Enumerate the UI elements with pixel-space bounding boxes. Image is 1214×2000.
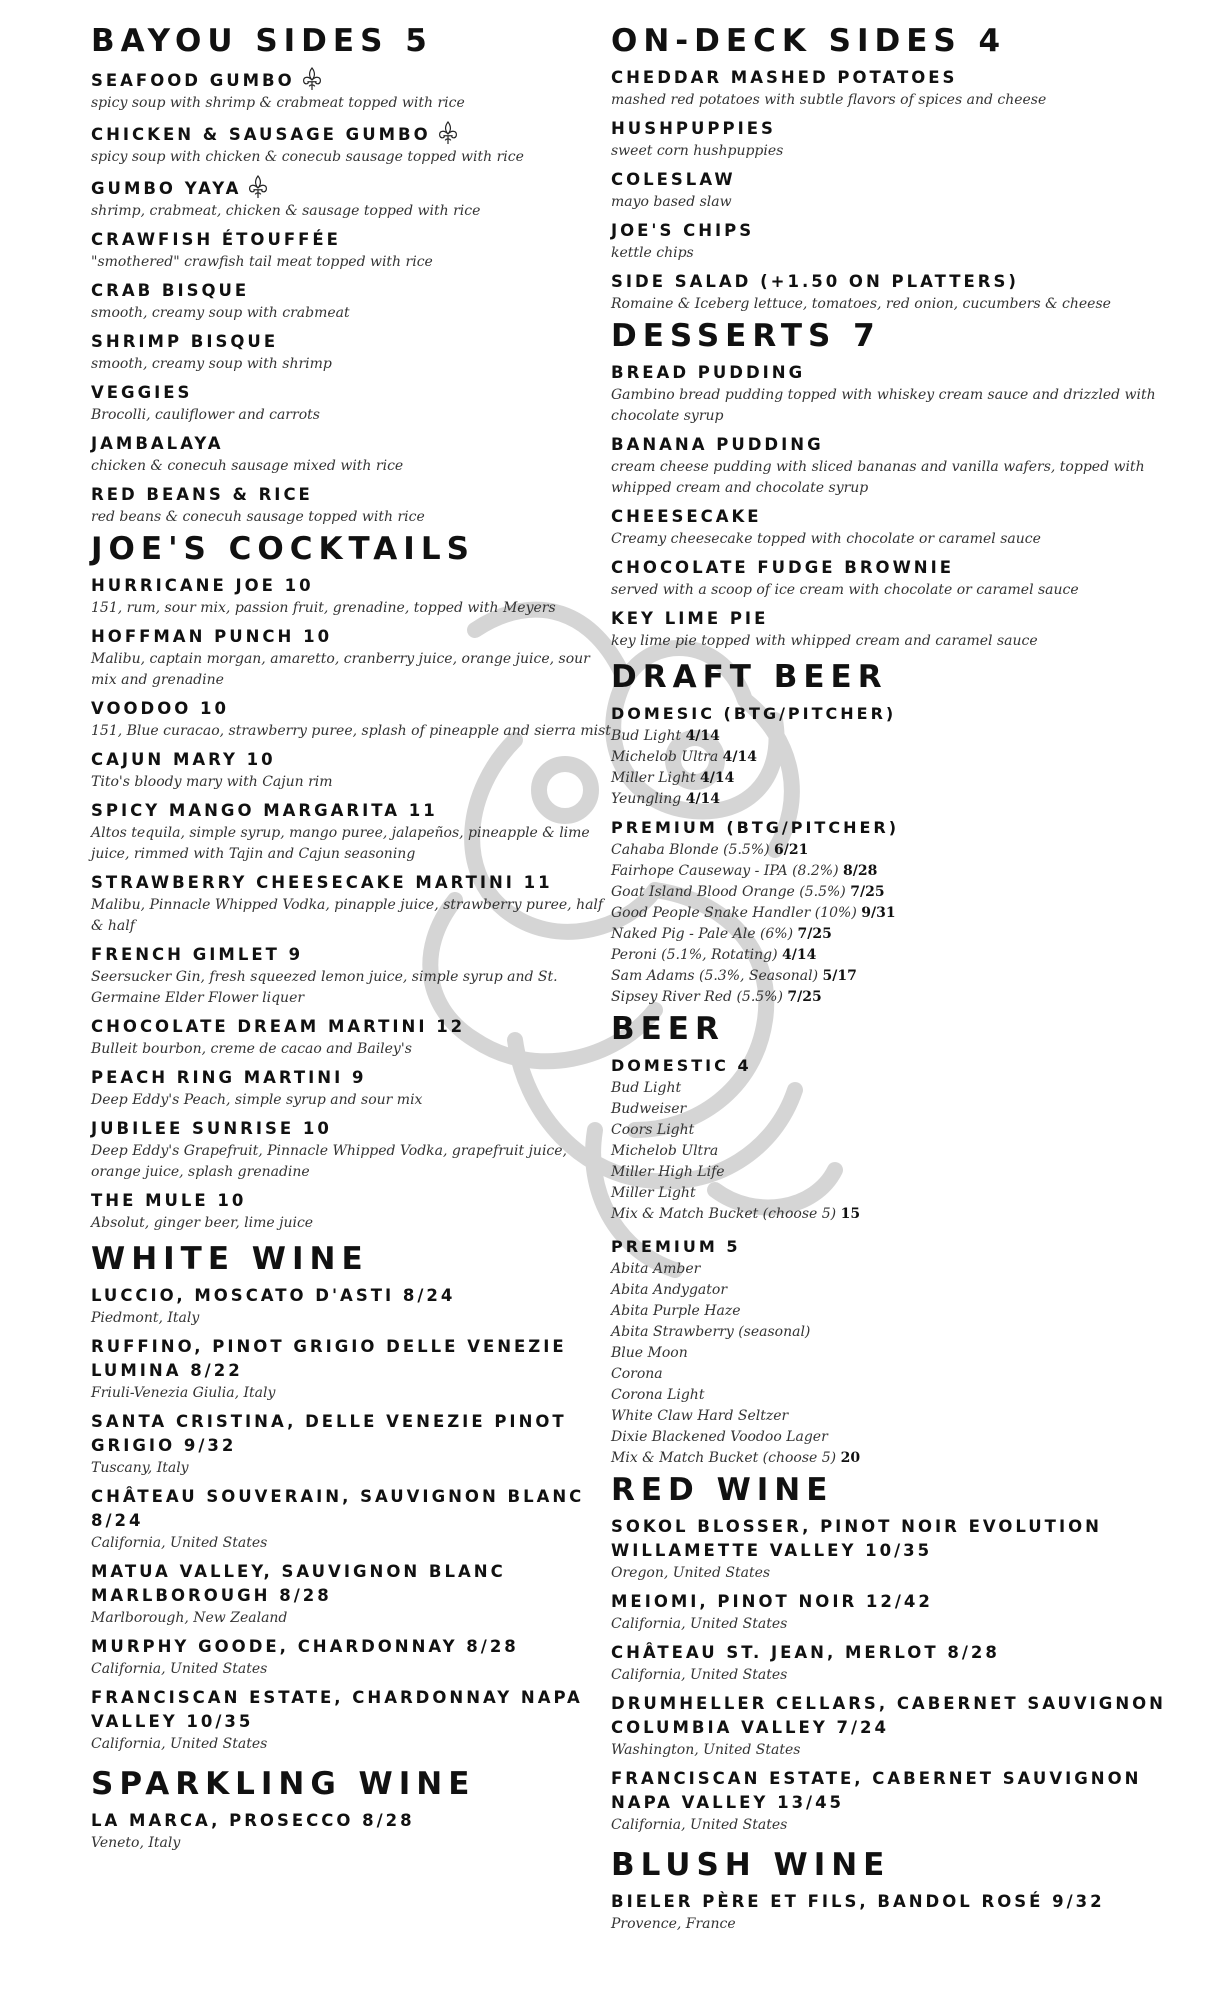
item-name [611, 505, 1181, 529]
beer-premium-bucket [611, 1448, 1181, 1469]
item-name [91, 871, 611, 895]
beer-name: Naked Pig - Pale Ale (6%) [611, 926, 794, 942]
item-name [91, 1560, 611, 1608]
item-title: BIELER PÈRE ET FILS, BANDOL ROSÉ 9/32 [611, 1892, 1105, 1911]
beer-price: 7/25 [850, 884, 885, 900]
item-description: Bulleit bourbon, creme de cacao and Bailey's [91, 1041, 412, 1057]
item-description: smooth, creamy soup with shrimp [91, 356, 332, 372]
item-name [611, 1515, 1181, 1563]
item-title: CHOCOLATE FUDGE BROWNIE [611, 558, 955, 577]
item-name [91, 483, 611, 507]
white-wine-list [91, 1284, 611, 1755]
right-column [611, 20, 1181, 1935]
beer-row [611, 882, 1181, 903]
fleur-de-lis-icon [247, 174, 269, 200]
beer-row: Abita Strawberry (seasonal) [611, 1324, 811, 1340]
blush-wine-title: BLUSH WINE [611, 1847, 891, 1883]
item-title: HOFFMAN PUNCH 10 [91, 627, 333, 646]
beer-row: Budweiser [611, 1101, 687, 1117]
item-description: Deep Eddy's Grapefruit, Pinnacle Whipped Vodka, grapefruit juice, orange juice, splash grenadine [91, 1143, 567, 1180]
item-name [611, 361, 1181, 385]
sparkling-wine-title: SPARKLING WINE [91, 1766, 476, 1802]
item-title: BANANA PUDDING [611, 435, 824, 454]
item-description: California, United States [91, 1736, 268, 1752]
left-column [91, 20, 611, 1854]
beer-price: 4/14 [685, 728, 720, 744]
item-description: Friuli-Venezia Giulia, Italy [91, 1385, 276, 1401]
beer-row: Abita Amber [611, 1261, 701, 1277]
item-title: SOKOL BLOSSER, PINOT NOIR EVOLUTION WILLAMETTE VALLEY 10/35 [611, 1517, 1102, 1560]
beer-row [611, 726, 1181, 747]
bucket-label: Mix & Match Bucket (choose 5) [611, 1450, 837, 1466]
beer-premium-list [611, 1259, 1181, 1448]
item-name [611, 1767, 1181, 1815]
blush-wine-list [611, 1890, 1181, 1935]
item-description: kettle chips [611, 245, 694, 261]
beer-row [611, 840, 1181, 861]
item-name [611, 117, 1181, 141]
item-description: California, United States [611, 1817, 788, 1833]
beer-price: 5/17 [822, 968, 857, 984]
item-name [91, 66, 611, 93]
beer-name: Fairhope Causeway - IPA (8.2%) [611, 863, 839, 879]
item-title: THE MULE 10 [91, 1191, 247, 1210]
item-description: Tito's bloody mary with Cajun rim [91, 774, 333, 790]
item-title: SHRIMP BISQUE [91, 332, 279, 351]
item-title: JAMBALAYA [91, 434, 224, 453]
beer-row [611, 861, 1181, 882]
item-name [91, 1335, 611, 1383]
item-title: MEIOMI, PINOT NOIR 12/42 [611, 1592, 933, 1611]
item-title: FRENCH GIMLET 9 [91, 945, 304, 964]
bayou-sides-list [91, 66, 611, 528]
item-title: CRAB BISQUE [91, 281, 250, 300]
item-description: Seersucker Gin, fresh squeezed lemon juice, simple syrup and St. Germaine Elder Flower liquer [91, 969, 558, 1006]
item-title: CHÂTEAU SOUVERAIN, SAUVIGNON BLANC 8/24 [91, 1487, 585, 1530]
item-title: COLESLAW [611, 170, 736, 189]
item-title: JOE'S CHIPS [611, 221, 755, 240]
item-description: Creamy cheesecake topped with chocolate or caramel sauce [611, 531, 1041, 547]
item-name [91, 625, 611, 649]
beer-price: 7/25 [797, 926, 832, 942]
beer-name: Yeungling [611, 791, 682, 807]
item-name [611, 66, 1181, 90]
beer-price: 4/14 [685, 791, 721, 807]
beer-domestic-heading: DOMESTIC 4 [611, 1056, 752, 1075]
item-title: HURRICANE JOE 10 [91, 576, 314, 595]
beer-name: Goat Island Blood Orange (5.5%) [611, 884, 846, 900]
item-name [91, 228, 611, 252]
item-description: "smothered" crawfish tail meat topped with rice [91, 254, 433, 270]
item-description: Deep Eddy's Peach, simple syrup and sour mix [91, 1092, 423, 1108]
item-name [91, 1117, 611, 1141]
beer-price: 9/31 [861, 905, 896, 921]
draft-beer-title: DRAFT BEER [611, 659, 888, 695]
white-wine-title: WHITE WINE [91, 1241, 369, 1277]
beer-row [611, 789, 1181, 810]
item-description: 151, Blue curacao, strawberry puree, splash of pineapple and sierra mist [91, 723, 611, 739]
item-title: RED BEANS & RICE [91, 485, 313, 504]
beer-row [611, 903, 1181, 924]
item-title: PEACH RING MARTINI 9 [91, 1068, 367, 1087]
beer-price: 4/14 [700, 770, 735, 786]
item-description: Tuscany, Italy [91, 1460, 189, 1476]
item-description: Malibu, Pinnacle Whipped Vodka, pinapple juice, strawberry puree, half & half [91, 897, 604, 934]
beer-row: Corona [611, 1366, 663, 1382]
item-title: HUSHPUPPIES [611, 119, 776, 138]
beer-price: 4/14 [722, 749, 758, 765]
desserts-list [611, 361, 1181, 652]
item-name [611, 1692, 1181, 1740]
item-description: sweet corn hushpuppies [611, 143, 784, 159]
beer-row: Coors Light [611, 1122, 695, 1138]
bayou-sides-title: BAYOU SIDES 5 [91, 23, 433, 59]
item-title: SEAFOOD GUMBO [91, 71, 295, 90]
item-name [611, 219, 1181, 243]
bucket-price: 15 [840, 1206, 861, 1222]
beer-row [611, 966, 1181, 987]
item-name [91, 1189, 611, 1213]
beer-row: Dixie Blackened Voodoo Lager [611, 1429, 828, 1445]
item-description: Absolut, ginger beer, lime juice [91, 1215, 314, 1231]
beer-price: 8/28 [843, 863, 878, 879]
beer-row: Bud Light [611, 1080, 682, 1096]
item-description: 151, rum, sour mix, passion fruit, grenadine, topped with Meyers [91, 600, 556, 616]
item-description: Washington, United States [611, 1742, 801, 1758]
item-description: Malibu, captain morgan, amaretto, cranberry juice, orange juice, sour mix and grenadine [91, 651, 590, 688]
item-name [91, 799, 611, 823]
item-name [611, 556, 1181, 580]
item-title: SIDE SALAD (+1.50 ON PLATTERS) [611, 272, 1019, 291]
item-title: VOODOO 10 [91, 699, 229, 718]
item-title: LA MARCA, PROSECCO 8/28 [91, 1811, 415, 1830]
beer-row: Blue Moon [611, 1345, 688, 1361]
beer-domestic-list [611, 1078, 1181, 1204]
item-name [91, 174, 611, 201]
item-name [91, 697, 611, 721]
item-description: key lime pie topped with whipped cream and caramel sauce [611, 633, 1038, 649]
item-description: Oregon, United States [611, 1565, 771, 1581]
item-description: mashed red potatoes with subtle flavors of spices and cheese [611, 92, 1047, 108]
item-name [611, 1641, 1181, 1665]
beer-name: Good People Snake Handler (10%) [611, 905, 857, 921]
item-name [91, 1485, 611, 1533]
beer-name: Peroni (5.1%, Rotating) [611, 947, 778, 963]
item-description: Gambino bread pudding topped with whiskey cream sauce and drizzled with chocolate syrup [611, 387, 1156, 424]
item-name [91, 943, 611, 967]
item-title: KEY LIME PIE [611, 609, 769, 628]
item-name [611, 1590, 1181, 1614]
item-name [91, 1686, 611, 1734]
item-name [91, 1015, 611, 1039]
item-description: Altos tequila, simple syrup, mango puree, jalapeños, pineapple & lime juice, rimmed with Tajin and Cajun seasoning [91, 825, 590, 862]
beer-row: Corona Light [611, 1387, 705, 1403]
beer-domestic-bucket [611, 1204, 1181, 1225]
item-description: California, United States [611, 1667, 788, 1683]
beer-name: Cahaba Blonde (5.5%) [611, 842, 770, 858]
item-title: MATUA VALLEY, SAUVIGNON BLANC MARLBOROUGH 8/28 [91, 1562, 506, 1605]
item-title: SANTA CRISTINA, DELLE VENEZIE PINOT GRIGIO 9/32 [91, 1412, 567, 1455]
item-name [611, 433, 1181, 457]
bucket-price: 20 [840, 1450, 861, 1466]
item-name [91, 574, 611, 598]
item-description: Brocolli, cauliflower and carrots [91, 407, 320, 423]
beer-row: Abita Andygator [611, 1282, 728, 1298]
beer-title: BEER [611, 1011, 725, 1047]
item-title: CRAWFISH ÉTOUFFÉE [91, 230, 341, 249]
draft-domestic-heading: DOMESIC (BTG/PITCHER) [611, 704, 897, 723]
item-description: cream cheese pudding with sliced bananas and vanilla wafers, topped with whipped cream and chocolate syrup [611, 459, 1145, 496]
draft-premium-list [611, 840, 1181, 1008]
beer-name: Bud Light [611, 728, 682, 744]
beer-row: White Claw Hard Seltzer [611, 1408, 789, 1424]
beer-row [611, 747, 1181, 768]
item-name [611, 270, 1181, 294]
item-name [91, 381, 611, 405]
beer-row [611, 987, 1181, 1008]
item-name [91, 1284, 611, 1308]
sparkling-wine-list [91, 1809, 611, 1854]
item-name [611, 168, 1181, 192]
item-description: Marlborough, New Zealand [91, 1610, 288, 1626]
item-description: mayo based slaw [611, 194, 732, 210]
beer-name: Sipsey River Red (5.5%) [611, 989, 783, 1005]
bucket-label: Mix & Match Bucket (choose 5) [611, 1206, 837, 1222]
beer-price: 4/14 [782, 947, 817, 963]
cocktails-title: JOE'S COCKTAILS [91, 531, 475, 567]
item-name [91, 330, 611, 354]
item-title: BREAD PUDDING [611, 363, 806, 382]
item-name [91, 1809, 611, 1833]
beer-row: Abita Purple Haze [611, 1303, 741, 1319]
item-name [91, 1410, 611, 1458]
beer-name: Michelob Ultra [611, 749, 719, 765]
item-description: California, United States [91, 1661, 268, 1677]
beer-price: 6/21 [774, 842, 809, 858]
item-name [91, 748, 611, 772]
beer-premium-heading: PREMIUM 5 [611, 1237, 741, 1256]
item-description: smooth, creamy soup with crabmeat [91, 305, 350, 321]
item-description: Veneto, Italy [91, 1835, 181, 1851]
item-name [91, 120, 611, 147]
item-description: Piedmont, Italy [91, 1310, 200, 1326]
item-title: JUBILEE SUNRISE 10 [91, 1119, 332, 1138]
item-name [91, 279, 611, 303]
item-title: CHÂTEAU ST. JEAN, MERLOT 8/28 [611, 1643, 1000, 1662]
item-name [611, 607, 1181, 631]
item-description: Romaine & Iceberg lettuce, tomatoes, red onion, cucumbers & cheese [611, 296, 1111, 312]
item-description: Provence, France [611, 1916, 736, 1932]
on-deck-sides-title: ON-DECK SIDES 4 [611, 23, 1007, 59]
item-title: CHEDDAR MASHED POTATOES [611, 68, 958, 87]
item-title: CHEESECAKE [611, 507, 762, 526]
beer-row [611, 924, 1181, 945]
beer-price: 7/25 [787, 989, 822, 1005]
item-name [91, 1066, 611, 1090]
draft-domestic-list [611, 726, 1181, 810]
item-title: STRAWBERRY CHEESECAKE MARTINI 11 [91, 873, 553, 892]
item-title: LUCCIO, MOSCATO D'ASTI 8/24 [91, 1286, 456, 1305]
beer-row: Miller High Life [611, 1164, 725, 1180]
item-description: shrimp, crabmeat, chicken & sausage topped with rice [91, 203, 481, 219]
desserts-title: DESSERTS 7 [611, 318, 881, 354]
item-description: chicken & conecuh sausage mixed with rice [91, 458, 404, 474]
beer-row: Michelob Ultra [611, 1143, 719, 1159]
cocktails-list [91, 574, 611, 1234]
beer-name: Sam Adams (5.3%, Seasonal) [611, 968, 819, 984]
beer-row [611, 768, 1181, 789]
item-title: DRUMHELLER CELLARS, CABERNET SAUVIGNON COLUMBIA VALLEY 7/24 [611, 1694, 1166, 1737]
item-title: FRANCISCAN ESTATE, CABERNET SAUVIGNON NAPA VALLEY 13/45 [611, 1769, 1142, 1812]
item-description: spicy soup with chicken & conecub sausage topped with rice [91, 149, 524, 165]
item-title: CAJUN MARY 10 [91, 750, 276, 769]
item-title: CHOCOLATE DREAM MARTINI 12 [91, 1017, 466, 1036]
item-title: RUFFINO, PINOT GRIGIO DELLE VENEZIE LUMINA 8/22 [91, 1337, 567, 1380]
beer-name: Miller Light [611, 770, 696, 786]
item-name [91, 1635, 611, 1659]
item-title: SPICY MANGO MARGARITA 11 [91, 801, 438, 820]
draft-premium-heading: PREMIUM (BTG/PITCHER) [611, 818, 900, 837]
beer-row: Miller Light [611, 1185, 696, 1201]
on-deck-sides-list [611, 66, 1181, 315]
item-description: California, United States [611, 1616, 788, 1632]
item-title: CHICKEN & SAUSAGE GUMBO [91, 125, 431, 144]
item-title: MURPHY GOODE, CHARDONNAY 8/28 [91, 1637, 519, 1656]
red-wine-title: RED WINE [611, 1472, 834, 1508]
item-title: GUMBO YAYA [91, 179, 242, 198]
fleur-de-lis-icon [437, 120, 459, 146]
fleur-de-lis-icon [301, 66, 323, 92]
item-description: California, United States [91, 1535, 268, 1551]
item-name [611, 1890, 1181, 1914]
item-description: served with a scoop of ice cream with chocolate or caramel sauce [611, 582, 1079, 598]
red-wine-list [611, 1515, 1181, 1836]
item-description: red beans & conecuh sausage topped with rice [91, 509, 425, 525]
item-description: spicy soup with shrimp & crabmeat topped with rice [91, 95, 465, 111]
beer-row [611, 945, 1181, 966]
item-title: VEGGIES [91, 383, 193, 402]
item-name [91, 432, 611, 456]
item-title: FRANCISCAN ESTATE, CHARDONNAY NAPA VALLEY 10/35 [91, 1688, 583, 1731]
